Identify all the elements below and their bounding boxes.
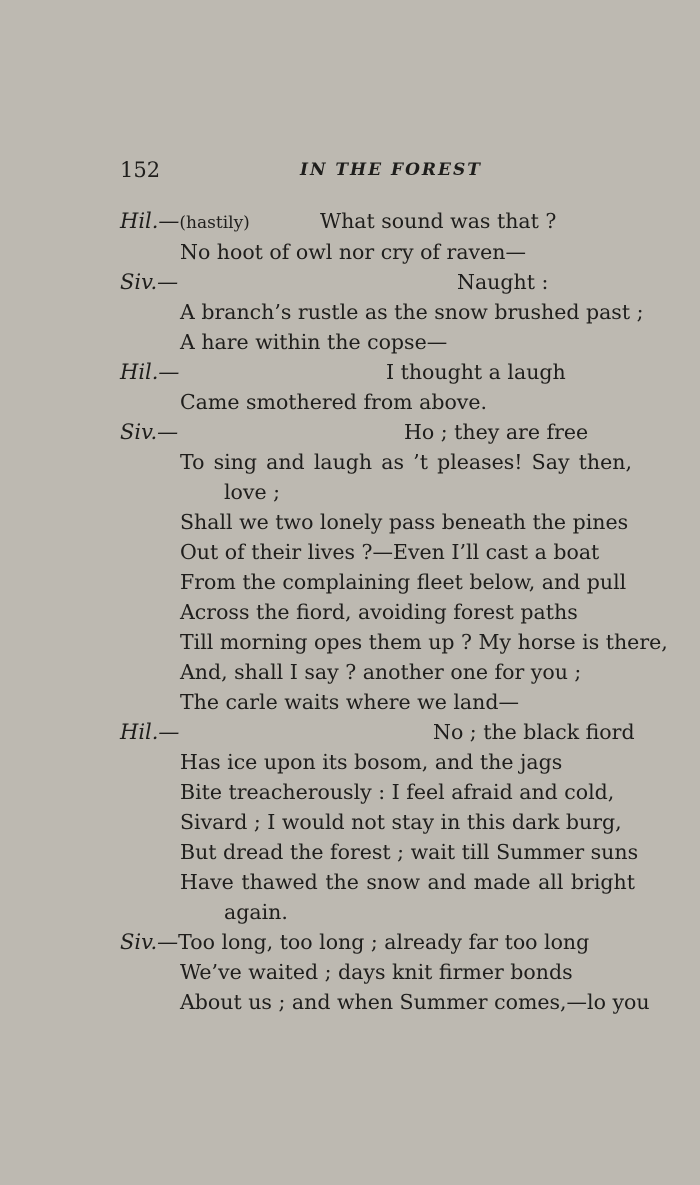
speaker-label: Hil.— — [120, 209, 180, 233]
word: all — [538, 870, 564, 894]
word: ’t — [413, 450, 428, 474]
word: pleases! — [437, 450, 523, 474]
speaker-label: Siv.— — [120, 270, 179, 294]
speaker-label: Hil.— — [120, 720, 180, 744]
verse-line: But dread the forest ; wait till Summer suns — [180, 840, 639, 864]
verse-line: Across the fiord, avoiding forest paths — [180, 600, 578, 624]
word: To — [180, 450, 205, 474]
verse-line: Sivard ; I would not stay in this dark burg, — [180, 810, 622, 834]
verse-line-continuation: again. — [224, 900, 288, 924]
verse-line: And, shall I say ? another one for you ; — [180, 660, 582, 684]
verse-line: A branch’s rustle as the snow brushed past ; — [180, 300, 644, 324]
verse-line-text: Too long, too long ; already far too long — [178, 930, 590, 954]
verse-line: From the complaining fleet below, and pull — [180, 570, 627, 594]
verse-line: About us ; and when Summer comes,—lo you — [180, 990, 650, 1014]
verse-line — [120, 206, 250, 238]
verse-line: A hare within the copse— — [180, 330, 448, 354]
word: as — [381, 450, 405, 474]
page-number: 152 — [120, 158, 161, 182]
running-title: IN THE FOREST — [300, 160, 482, 180]
speaker-label: Hil.— — [120, 360, 180, 384]
speaker-label: Siv.— — [120, 420, 179, 444]
word: the — [325, 870, 359, 894]
verse-line: Came smothered from above. — [180, 390, 488, 414]
running-header — [120, 158, 600, 186]
stage-direction: (hastily) — [179, 213, 250, 233]
verse-line-justified — [180, 867, 635, 897]
word: sing — [213, 450, 257, 474]
speaker-label: Siv.— — [120, 930, 179, 954]
word: made — [473, 870, 531, 894]
verse-line: Out of their lives ?—Even I’ll cast a boat — [180, 540, 600, 564]
verse-line-text: What sound was that ? — [320, 209, 557, 233]
verse-line-text: I thought a laugh — [386, 360, 566, 384]
word: Say — [531, 450, 570, 474]
word: then, — [578, 450, 632, 474]
verse-line: Has ice upon its bosom, and the jags — [180, 750, 563, 774]
verse-line-text: No ; the black fiord — [433, 720, 635, 744]
verse-line: The carle waits where we land— — [180, 690, 519, 714]
word: snow — [366, 870, 421, 894]
word: and — [427, 870, 467, 894]
verse-line-justified — [180, 447, 632, 477]
verse-line: Bite treacherously : I feel afraid and cold, — [180, 780, 615, 804]
verse-line-text: Naught : — [457, 270, 549, 294]
word: Have — [180, 870, 234, 894]
word: thawed — [241, 870, 318, 894]
verse-line: Till morning opes them up ? My horse is there, — [180, 630, 668, 654]
verse-line: Shall we two lonely pass beneath the pines — [180, 510, 629, 534]
word: bright — [570, 870, 635, 894]
verse-line-continuation: love ; — [224, 480, 281, 504]
verse-line: No hoot of owl nor cry of raven— — [180, 240, 526, 264]
verse-line: We’ve waited ; days knit firmer bonds — [180, 960, 573, 984]
verse-line-text: Ho ; they are free — [404, 420, 589, 444]
verse-line — [120, 927, 589, 957]
word: laugh — [313, 450, 373, 474]
word: and — [266, 450, 305, 474]
